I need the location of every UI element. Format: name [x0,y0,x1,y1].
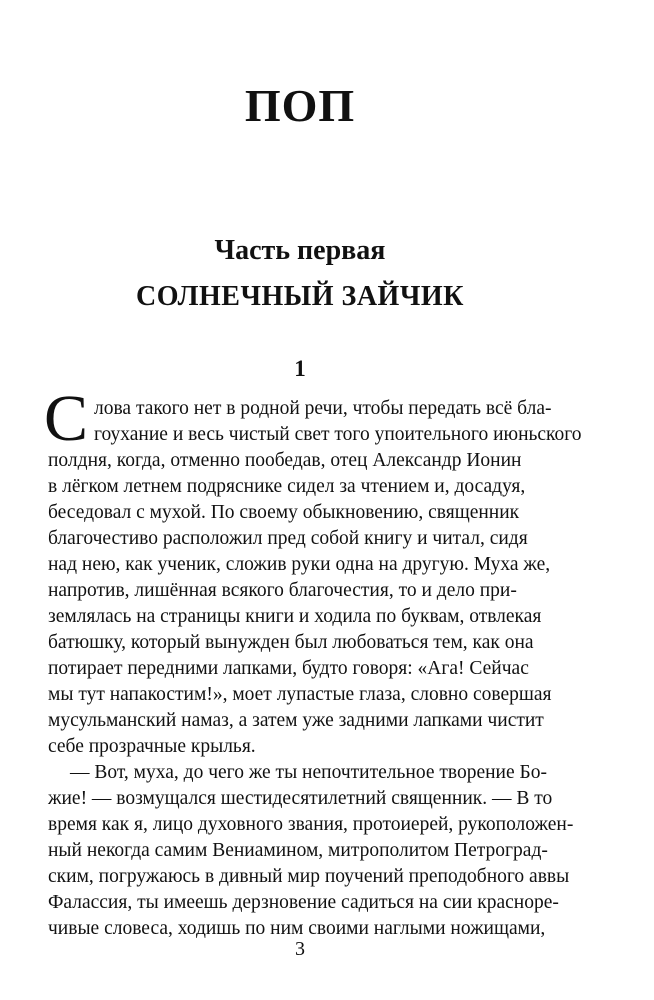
drop-cap: С [44,382,89,455]
text-line: чивые словеса, ходишь по ним своими наглыми ножищами, [48,918,546,939]
text-line: потирает передними лапками, будто говоря: «Ага! Сейчас [48,658,529,679]
text-line: себе прозрачные крылья. [48,736,256,757]
chapter-number: 1 [294,356,306,381]
text-line: ный некогда самим Вениамином, митрополитом Петроград- [48,840,548,861]
text-line: — Вот, муха, до чего же ты непочтительное творение Бо- [70,762,547,783]
text-line: над нею, как ученик, сложив руки одна на другую. Муха же, [48,554,551,575]
text-line: батюшку, который вынужден был любоваться тем, как она [48,632,534,653]
text-line: в лёгком летнем подряснике сидел за чтением и, досадуя, [48,476,526,497]
text-line: напротив, лишённая всякого благочестия, то и дело при- [48,580,517,601]
text-line: мы тут напакостим!», моет лупастые глаза, словно совершая [48,684,552,705]
text-line: землялась на страницы книги и ходила по буквам, отвлекая [48,606,542,627]
book-title: ПОП [244,80,356,131]
text-line: ским, погружаюсь в дивный мир поучений преподобного аввы [48,866,570,887]
text-line: полдня, когда, отменно пообедав, отец Александр Ионин [48,450,522,471]
text-line: беседовал с мухой. По своему обыкновению, священник [48,502,520,523]
text-line: Фалассия, ты имеешь дерзновение садиться на сии красноре- [48,892,559,913]
part-label: Часть первая [214,235,386,266]
page-number: 3 [295,938,305,960]
text-line: лова такого нет в родной речи, чтобы передать всё бла- [94,398,552,419]
text-line: гоухание и весь чистый свет того упоительного июньского [94,424,582,445]
text-line: время как я, лицо духовного звания, протоиерей, рукоположен- [48,814,574,835]
text-line: благочестиво расположил пред собой книгу и читал, сидя [48,528,528,549]
text-line: жие! — возмущался шестидесятилетний священник. — В то [48,788,553,809]
part-title: СОЛНЕЧНЫЙ ЗАЙЧИК [136,281,464,312]
text-line: мусульманский намаз, а затем уже задними лапками чистит [48,710,544,731]
